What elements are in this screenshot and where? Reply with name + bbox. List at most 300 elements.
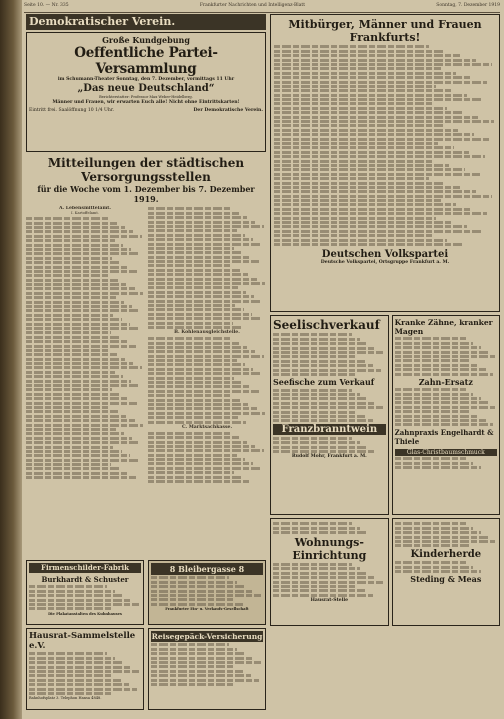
reise-ad — [148, 628, 266, 710]
text-line — [148, 385, 251, 388]
text-line — [29, 594, 123, 597]
text-line — [273, 576, 375, 579]
text-line — [273, 338, 360, 341]
text-line — [273, 369, 381, 372]
text-line — [274, 221, 452, 224]
zaehne-ad — [392, 315, 500, 515]
text-line — [26, 437, 132, 440]
text-line — [26, 446, 113, 449]
text-line — [274, 94, 467, 97]
text-line — [274, 116, 478, 119]
text-line — [151, 670, 243, 673]
text-line — [26, 296, 116, 299]
seelisch-ad — [270, 315, 389, 515]
text-line — [148, 221, 255, 224]
text-line — [148, 412, 265, 415]
text-line — [395, 373, 493, 376]
text-line — [151, 603, 243, 606]
text-line — [395, 342, 474, 345]
text-line — [274, 160, 434, 163]
text-line — [148, 480, 251, 483]
text-lines — [273, 333, 386, 376]
text-line — [395, 423, 493, 426]
page-binding — [0, 0, 22, 719]
text-line — [148, 322, 233, 325]
text-lines — [148, 337, 266, 423]
text-line — [26, 366, 142, 369]
seelisch-title: Seelischverkauf — [273, 318, 380, 332]
text-lines — [29, 585, 141, 610]
text-line — [273, 402, 375, 405]
text-line — [273, 450, 375, 453]
text-line — [395, 359, 472, 362]
text-line — [26, 384, 139, 387]
text-line — [26, 287, 135, 290]
text-line — [395, 522, 467, 525]
text-line — [29, 670, 139, 673]
text-line — [29, 652, 107, 655]
text-line — [395, 466, 481, 469]
text-line — [273, 581, 383, 584]
text-line — [29, 661, 123, 664]
text-line — [395, 401, 488, 404]
text-line — [148, 234, 245, 237]
text-line — [151, 598, 235, 601]
text-line — [274, 173, 480, 176]
text-line — [151, 652, 245, 655]
entry-info: Eintritt frei. Saalöffnung 10 1/4 Uhr. — [29, 108, 114, 114]
text-line — [29, 679, 121, 682]
text-line — [274, 120, 494, 123]
text-line — [26, 235, 142, 238]
text-line — [148, 317, 260, 320]
text-line — [26, 428, 116, 431]
text-line — [274, 212, 487, 215]
mitteilungen-col-2 — [148, 206, 266, 556]
text-line — [274, 203, 456, 206]
text-line — [26, 380, 131, 383]
text-line — [26, 467, 119, 470]
text-line — [148, 269, 240, 272]
text-line — [151, 594, 261, 597]
kinderherde-firm: Steding & Meas — [410, 574, 482, 585]
text-lines — [273, 563, 386, 597]
text-line — [273, 567, 360, 570]
text-line — [26, 397, 129, 400]
text-line — [29, 657, 115, 660]
text-line — [26, 450, 122, 453]
header-left: Seite 10. — Nr. 335 — [24, 3, 69, 8]
text-line — [273, 406, 383, 409]
text-line — [274, 129, 458, 132]
text-line — [26, 410, 118, 413]
right-column — [270, 14, 500, 714]
text-line — [273, 360, 365, 363]
text-line — [148, 238, 253, 241]
text-line — [29, 688, 137, 691]
text-line — [26, 472, 127, 475]
header-right: Sonntag, 7. Dezember 1919 — [436, 3, 500, 8]
text-line — [274, 107, 447, 110]
text-line — [26, 217, 109, 220]
text-line — [26, 340, 127, 343]
text-line — [274, 208, 472, 211]
text-line — [148, 416, 238, 419]
text-line — [273, 415, 365, 418]
text-line — [273, 373, 355, 376]
text-line — [26, 230, 133, 233]
text-line — [148, 216, 247, 219]
zaehne-title: Kranke Zähne, kranker Magen — [394, 318, 493, 336]
text-line — [148, 326, 241, 329]
firm-ad-1 — [26, 560, 144, 625]
text-line — [26, 244, 123, 247]
text-line — [26, 318, 122, 321]
text-line — [274, 138, 489, 141]
text-line — [151, 661, 261, 664]
text-line — [26, 274, 110, 277]
text-line — [148, 229, 237, 232]
text-line — [395, 419, 486, 422]
text-line — [274, 225, 467, 228]
text-line — [151, 657, 253, 660]
text-line — [274, 133, 474, 136]
text-line — [273, 527, 360, 530]
text-line — [274, 190, 476, 193]
text-line — [148, 243, 261, 246]
text-line — [274, 230, 483, 233]
text-line — [148, 421, 246, 424]
text-line — [273, 347, 375, 350]
seelisch-sub: Seefische zum Verkauf — [273, 377, 375, 388]
text-line — [29, 603, 139, 606]
text-line — [274, 72, 456, 75]
wohnungs-ad — [270, 518, 389, 626]
dates-line: im Schumann-Theater Sonntag, den 7. Dezember, vormittags 11 Uhr — [57, 77, 235, 82]
text-line — [274, 168, 465, 171]
text-line — [274, 243, 463, 246]
text-lines — [148, 432, 266, 483]
text-lines — [395, 561, 497, 573]
text-line — [273, 351, 383, 354]
text-line — [148, 363, 245, 366]
text-line — [148, 264, 232, 267]
mitteilungen-title: Mitteilungen der städtischen Versorgungsstellen — [47, 156, 245, 184]
text-line — [273, 389, 352, 392]
text-line — [26, 309, 140, 312]
text-line — [273, 572, 368, 575]
signed: Der Demokratische Verein. — [193, 108, 263, 114]
left-column — [26, 14, 266, 714]
mitteilungen-col-1 — [26, 206, 144, 556]
text-line — [148, 436, 239, 439]
text-line — [26, 415, 126, 418]
text-line — [26, 406, 110, 409]
text-line — [151, 648, 237, 651]
text-lines — [395, 388, 497, 426]
text-line — [148, 278, 257, 281]
text-line — [26, 327, 138, 330]
text-line — [151, 581, 237, 584]
firm1-title: Firmenschilder-Fabrik — [29, 563, 141, 573]
text-line — [148, 359, 237, 362]
text-line — [395, 531, 481, 534]
bleibergasse-title: 8 Bleibergasse 8 — [151, 563, 263, 575]
section-b: B. Kohlenausgleichstelle. — [174, 330, 240, 336]
text-line — [151, 674, 251, 677]
text-line — [395, 462, 474, 465]
text-line — [26, 331, 111, 334]
zahnpraxis: Zahnpraxis Engelhardt & Thiele — [394, 427, 494, 446]
text-lines — [395, 457, 497, 469]
text-line — [148, 273, 248, 276]
text-line — [148, 458, 245, 461]
text-line — [274, 111, 463, 114]
text-line — [395, 393, 474, 396]
text-line — [148, 251, 242, 254]
text-line — [151, 683, 233, 686]
text-lines — [273, 389, 386, 423]
text-line — [29, 585, 107, 588]
text-line — [274, 217, 436, 220]
text-line — [274, 155, 485, 158]
text-line — [148, 381, 242, 384]
text-line — [151, 590, 253, 593]
text-line — [26, 252, 139, 255]
franz-title: Franzbranntwein — [273, 424, 386, 435]
text-line — [395, 527, 474, 530]
text-line — [273, 589, 365, 592]
text-line — [395, 397, 481, 400]
text-line — [26, 353, 117, 356]
text-line — [395, 406, 495, 409]
text-line — [273, 364, 373, 367]
text-line — [273, 441, 360, 444]
text-line — [26, 419, 135, 422]
text-line — [26, 336, 119, 339]
text-line — [273, 531, 368, 534]
text-line — [148, 300, 262, 303]
text-line — [148, 372, 261, 375]
aufruf-title: Mitbürger, Männer und Frauen Frankfurts! — [288, 18, 482, 44]
speaker: Berichterstatter: Professor Max Weber-Heidelberg. — [99, 95, 193, 100]
text-lines — [29, 652, 141, 695]
text-line — [148, 394, 232, 397]
text-line — [148, 462, 253, 465]
text-line — [274, 199, 441, 202]
bleibergasse-sub: Frankfurter Ein- u. Verkaufs-Gesellschaft — [165, 607, 249, 612]
text-line — [395, 457, 467, 460]
text-line — [151, 643, 229, 646]
text-line — [26, 266, 129, 269]
text-line — [148, 342, 239, 345]
kundgebung-label: Große Kundgebung — [102, 35, 190, 45]
text-line — [273, 522, 352, 525]
text-line — [274, 142, 438, 145]
text-line — [26, 323, 130, 326]
text-line — [273, 585, 357, 588]
mitteilungen-body — [26, 206, 266, 556]
text-line — [29, 683, 129, 686]
text-line — [148, 291, 246, 294]
text-line — [29, 607, 113, 610]
text-line — [274, 239, 447, 242]
text-line — [26, 375, 123, 378]
text-line — [273, 419, 373, 422]
text-line — [274, 195, 492, 198]
text-line — [148, 467, 261, 470]
text-line — [148, 247, 234, 250]
text-line — [395, 540, 495, 543]
text-line — [148, 225, 264, 228]
text-line — [148, 313, 252, 316]
text-line — [273, 393, 360, 396]
kinderherde-title: Kinderherde — [410, 548, 482, 560]
text-line — [148, 260, 259, 263]
text-line — [148, 432, 231, 435]
text-line — [148, 256, 251, 259]
text-line — [151, 679, 259, 682]
text-line — [395, 544, 472, 547]
topic: „Das neue Deutschland“ — [77, 83, 215, 95]
wohnungs-title: Wohnungs-Einrichtung — [292, 535, 367, 562]
text-line — [148, 286, 238, 289]
text-line — [148, 399, 240, 402]
text-line — [148, 403, 248, 406]
text-line — [151, 576, 229, 579]
text-lines — [148, 207, 266, 329]
text-line — [29, 692, 111, 695]
text-line — [148, 390, 259, 393]
text-line — [148, 471, 234, 474]
aufruf-footer: Deutschen Volkspartei — [321, 248, 449, 260]
text-lines — [26, 217, 144, 479]
text-line — [273, 437, 352, 440]
text-line — [26, 239, 115, 242]
week-line: für die Woche vom 1. Dezember bis 7. Dezember 1919. — [37, 184, 255, 204]
text-line — [148, 346, 247, 349]
text-line — [148, 304, 235, 307]
text-line — [274, 85, 436, 88]
text-line — [148, 212, 239, 215]
text-line — [273, 563, 352, 566]
text-line — [148, 377, 234, 380]
text-line — [395, 368, 486, 371]
hausrat-ad — [26, 628, 144, 710]
text-line — [274, 54, 460, 57]
section-a1: I. Kartoffelamt. — [71, 211, 99, 216]
versammlung-title: Oeffentliche Partei-Versammlung — [74, 45, 218, 77]
aufruf-org: Deutsche Volkspartei, Ortsgruppe Frankfurt a. M. — [320, 259, 450, 265]
text-line — [148, 449, 264, 452]
text-line — [274, 182, 445, 185]
text-line — [148, 308, 244, 311]
text-line — [26, 283, 126, 286]
text-line — [29, 590, 115, 593]
text-line — [151, 665, 235, 668]
text-line — [395, 570, 481, 573]
text-line — [148, 454, 237, 457]
section-c: C. Marktsachkasse. — [181, 424, 233, 430]
text-line — [395, 337, 467, 340]
text-line — [274, 146, 454, 149]
text-line — [26, 345, 136, 348]
mitte-ad-1 — [148, 560, 266, 625]
text-line — [26, 362, 133, 365]
text-line — [148, 295, 254, 298]
text-line — [395, 415, 479, 418]
text-line — [26, 441, 140, 444]
header-center: Frankfurter Nachrichten und Intelligenz-Blatt — [199, 3, 306, 8]
firm1-name: Burkhardt & Schuster — [41, 575, 129, 584]
text-line — [395, 346, 481, 349]
text-line — [395, 355, 495, 358]
text-line — [273, 333, 352, 336]
text-line — [274, 186, 460, 189]
text-line — [26, 393, 120, 396]
text-line — [26, 292, 143, 295]
text-lines — [273, 437, 386, 453]
text-line — [274, 45, 429, 48]
text-line — [395, 351, 488, 354]
text-line — [395, 410, 472, 413]
text-line — [26, 424, 143, 427]
text-line — [274, 177, 429, 180]
text-line — [274, 59, 476, 62]
text-line — [26, 248, 131, 251]
text-line — [273, 397, 368, 400]
text-line — [273, 594, 373, 597]
text-line — [29, 599, 131, 602]
text-lines — [151, 643, 263, 686]
text-line — [274, 102, 432, 105]
text-line — [26, 279, 118, 282]
text-lines — [151, 576, 263, 605]
text-line — [26, 261, 120, 264]
text-line — [26, 257, 112, 260]
text-line — [26, 388, 112, 391]
text-line — [274, 124, 443, 127]
text-line — [395, 566, 474, 569]
text-line — [274, 63, 492, 66]
text-line — [274, 89, 452, 92]
text-line — [148, 368, 253, 371]
text-line — [29, 666, 131, 669]
text-line — [395, 561, 467, 564]
reise-title: Reisegepäck-Versicherung — [151, 632, 263, 641]
text-line — [395, 388, 467, 391]
text-line — [26, 226, 125, 229]
text-line — [274, 67, 441, 70]
text-line — [26, 222, 117, 225]
text-line — [274, 151, 469, 154]
text-line — [148, 445, 255, 448]
text-line — [148, 407, 257, 410]
text-line — [273, 411, 357, 414]
text-line — [148, 355, 264, 358]
text-line — [26, 314, 113, 317]
kundgebung-ad — [26, 32, 266, 152]
text-line — [148, 476, 242, 479]
text-line — [148, 350, 255, 353]
text-line — [26, 432, 124, 435]
text-line — [274, 234, 432, 237]
hausratstelle: Hausrat-Stelle — [310, 598, 349, 604]
text-lines — [395, 337, 497, 375]
firm1-sub: Die Plakatanstalten des Kuhnhauses — [48, 611, 122, 616]
text-line — [274, 81, 487, 84]
text-line — [273, 342, 368, 345]
